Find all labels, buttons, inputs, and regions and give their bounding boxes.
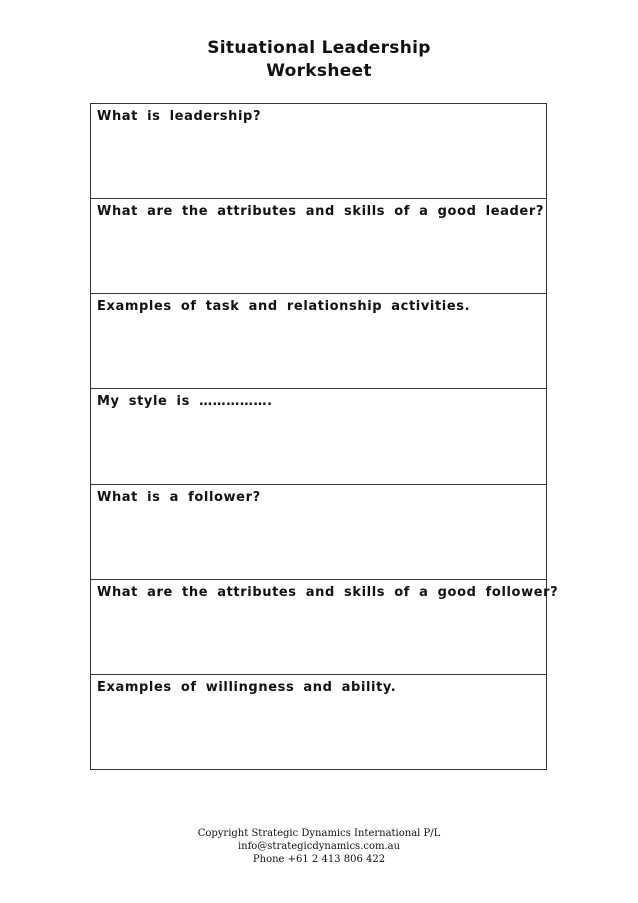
question-follower-attributes: What are the attributes and skills of a good follower? bbox=[97, 584, 559, 600]
answer-box-leader-attributes[interactable] bbox=[91, 199, 546, 294]
question-willingness-ability: Examples of willingness and ability. bbox=[97, 679, 397, 695]
question-leader-attributes: What are the attributes and skills of a good leader? bbox=[97, 204, 544, 220]
page-footer bbox=[0, 827, 638, 866]
question-follower: What is a follower? bbox=[97, 489, 261, 505]
answer-box-task-relationship[interactable] bbox=[91, 294, 546, 389]
worksheet-table bbox=[90, 103, 559, 770]
answer-box-my-style[interactable] bbox=[91, 389, 546, 484]
question-leadership: What is leadership? bbox=[97, 109, 262, 124]
footer-email: info@strategicdynamics.com.au bbox=[237, 841, 401, 852]
answer-box-willingness-ability[interactable] bbox=[91, 675, 546, 769]
answer-box-follower[interactable] bbox=[91, 485, 546, 580]
footer-copyright: Copyright Strategic Dynamics International P/L bbox=[197, 828, 441, 839]
title-line-2: Worksheet bbox=[266, 61, 372, 81]
worksheet-title bbox=[0, 37, 638, 83]
title-line-1: Situational Leadership bbox=[207, 38, 431, 58]
footer-phone: Phone +61 2 413 806 422 bbox=[252, 854, 386, 865]
question-my-style: My style is ……………. bbox=[97, 394, 273, 410]
question-task-relationship: Examples of task and relationship activities. bbox=[97, 299, 471, 315]
answer-box-leadership[interactable] bbox=[91, 104, 546, 199]
answer-box-follower-attributes[interactable] bbox=[91, 580, 559, 675]
